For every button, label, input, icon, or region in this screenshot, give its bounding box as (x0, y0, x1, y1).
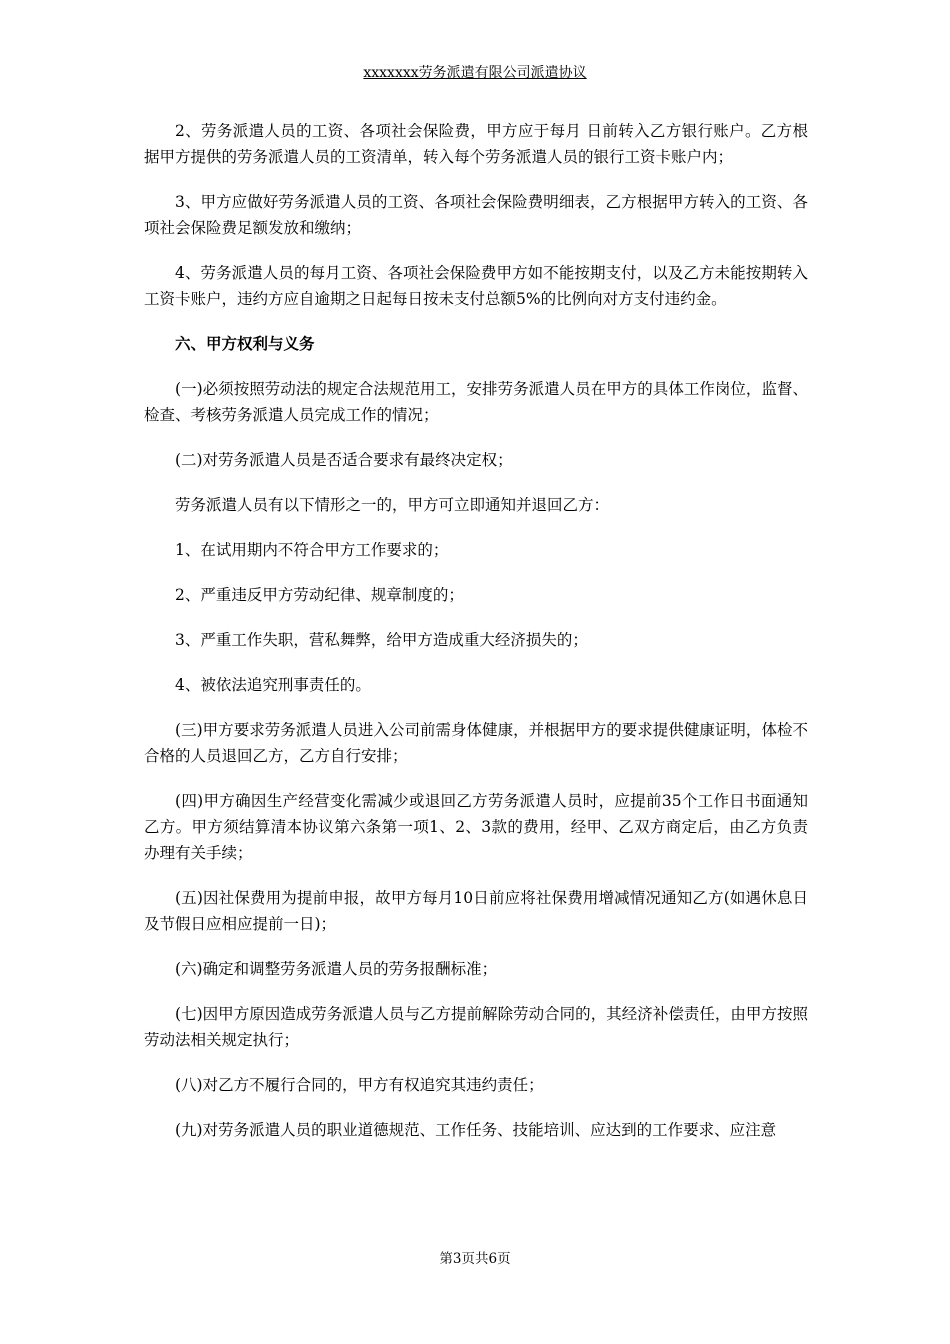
return-condition-3: 3、严重工作失职，营私舞弊，给甲方造成重大经济损失的； (175, 631, 588, 649)
clause-8: (八)对乙方不履行合同的，甲方有权追究其违约责任； (175, 1076, 544, 1094)
paragraph-wage-transfer: 2、劳务派遣人员的工资、各项社会保险费，甲方应于每月 日前转入乙方银行账户。乙方根据甲方提供的劳务派遣人员的工资清单，转入每个劳务派遣人员的银行工资卡账户内； (144, 122, 808, 166)
return-condition-2: 2、严重违反甲方劳动纪律、规章制度的； (175, 586, 464, 604)
page-number-footer: 第3页共6页 (439, 1251, 511, 1267)
document-body (144, 118, 808, 1162)
clause-7: (七)因甲方原因造成劳务派遣人员与乙方提前解除劳动合同的，其经济补偿责任，由甲方按照劳动法相关规定执行； (144, 1005, 808, 1049)
clause-4: (四)甲方确因生产经营变化需减少或退回乙方劳务派遣人员时，应提前35个工作日书面通知乙方。甲方须结算清本协议第六条第一项1、2、3款的费用，经甲、乙双方商定后，由乙方负责办理有关手续； (144, 792, 808, 862)
return-conditions-intro: 劳务派遣人员有以下情形之一的，甲方可立即通知并退回乙方： (175, 496, 610, 514)
clause-6: (六)确定和调整劳务派遣人员的劳务报酬标准； (175, 960, 498, 978)
return-condition-4: 4、被依法追究刑事责任的。 (175, 676, 371, 694)
page-header-title: xxxxxxx劳务派遣有限公司派遣协议 (363, 65, 587, 81)
section-heading-party-a-rights: 六、甲方权利与义务 (175, 334, 315, 353)
clause-2: (二)对劳务派遣人员是否适合要求有最终决定权； (175, 451, 513, 469)
clause-3: (三)甲方要求劳务派遣人员进入公司前需身体健康，并根据甲方的要求提供健康证明，体检不合格的人员退回乙方，乙方自行安排； (144, 721, 808, 765)
clause-9: (九)对劳务派遣人员的职业道德规范、工作任务、技能培训、应达到的工作要求、应注意 (175, 1121, 777, 1139)
clause-1: (一)必须按照劳动法的规定合法规范用工，安排劳务派遣人员在甲方的具体工作岗位，监督、检查、考核劳务派遣人员完成工作的情况； (144, 380, 808, 424)
clause-5: (五)因社保费用为提前申报，故甲方每月10日前应将社保费用增减情况通知乙方(如遇休息日及节假日应相应提前一日)； (144, 889, 808, 933)
paragraph-late-payment-penalty: 4、劳务派遣人员的每月工资、各项社会保险费甲方如不能按期支付，以及乙方未能按期转入工资卡账户，违约方应自逾期之日起每日按未支付总额5%的比例向对方支付违约金。 (144, 264, 808, 308)
paragraph-insurance-statement: 3、甲方应做好劳务派遣人员的工资、各项社会保险费明细表，乙方根据甲方转入的工资、各项社会保险费足额发放和缴纳； (144, 193, 808, 237)
return-condition-1: 1、在试用期内不符合甲方工作要求的； (175, 541, 449, 559)
